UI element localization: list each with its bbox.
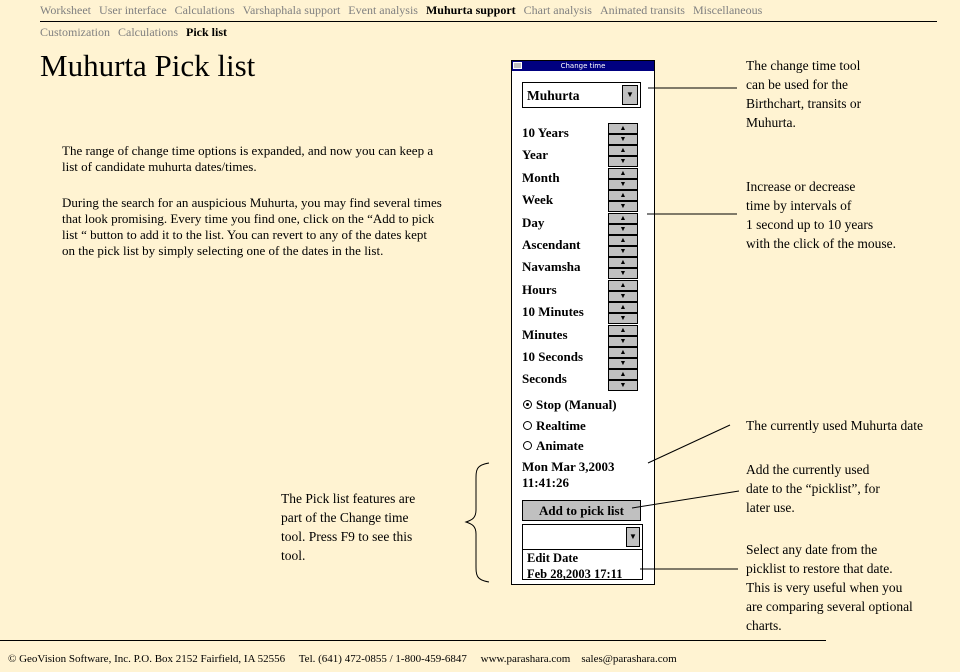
decrease-button[interactable]: ▼ — [608, 246, 638, 257]
increase-button[interactable]: ▲ — [608, 168, 638, 179]
interval-label: Minutes — [522, 326, 568, 342]
interval-label: Hours — [522, 281, 557, 297]
radio-label: Realtime — [536, 417, 586, 433]
interval-label: Month — [522, 169, 560, 185]
pick-list-item[interactable]: Edit Date — [527, 551, 579, 565]
interval-label: Seconds — [522, 371, 567, 387]
decrease-button[interactable]: ▼ — [608, 313, 638, 324]
interval-label: 10 Seconds — [522, 349, 584, 364]
note-pick-list-features: The Pick list features are part of the Change time tool. Press F9 to see this tool. — [281, 491, 416, 563]
increase-button[interactable]: ▲ — [608, 213, 638, 224]
pick-list-item[interactable]: Feb 28,2003 17:11 — [527, 567, 623, 581]
interval-label: 10 Minutes — [522, 304, 584, 320]
intro-paragraph-2: During the search for an auspicious Muhurta, you may find several times that look promising. Every time you find one, click on the “Add to pick list “ button to add it to the list. You can revert to any of the dates kept on the pick list by simply selecting one of the dates in the list. — [62, 195, 442, 258]
increase-button[interactable]: ▲ — [608, 369, 638, 380]
nav-link[interactable]: Worksheet — [40, 3, 92, 17]
increase-button[interactable]: ▲ — [608, 123, 638, 134]
note-add-to-picklist: Add the currently used date to the “picklist”, for later use. — [746, 462, 880, 515]
intro-paragraph-1: The range of change time options is expanded, and now you can keep a list of candidate muhurta dates/times. — [62, 143, 434, 174]
decrease-button[interactable]: ▼ — [608, 134, 638, 145]
nav-link[interactable]: Muhurta support — [425, 3, 516, 17]
page-title: Muhurta Pick list — [40, 48, 256, 83]
interval-label: Ascendant — [522, 237, 581, 252]
decrease-button[interactable]: ▼ — [608, 156, 638, 167]
interval-label: Year — [522, 147, 548, 163]
decrease-button[interactable]: ▼ — [608, 224, 638, 235]
decrease-button[interactable]: ▼ — [608, 358, 638, 369]
footer — [8, 653, 677, 665]
mode-select-value: Muhurta — [527, 88, 580, 103]
nav-link[interactable]: Calculations — [118, 25, 178, 39]
footer-email-link[interactable]: sales@parashara.com — [581, 653, 677, 665]
window-title: Change time — [512, 61, 654, 71]
note-change-time-tool: The change time tool can be used for the Birthchart, transits or Muhurta. — [746, 58, 862, 130]
interval-label: Day — [522, 214, 545, 230]
callout-line-date — [648, 425, 730, 463]
current-date: Mon Mar 3,2003 — [522, 459, 615, 474]
current-time: 11:41:26 — [522, 475, 569, 490]
increase-button[interactable]: ▲ — [608, 257, 638, 268]
footer-company: © GeoVision Software, Inc. P.O. Box 2152 Fairfield, IA 52556 — [8, 653, 286, 665]
add-to-pick-list-button[interactable]: Add to pick list — [522, 500, 641, 521]
decrease-button[interactable]: ▼ — [608, 268, 638, 279]
decrease-button[interactable]: ▼ — [608, 336, 638, 347]
nav-link[interactable]: Varshaphala support — [242, 3, 341, 17]
increase-button[interactable]: ▲ — [608, 280, 638, 291]
increase-button[interactable]: ▲ — [608, 302, 638, 313]
nav-link[interactable]: Pick list — [186, 25, 227, 39]
interval-label: 10 Years — [522, 125, 569, 140]
increase-button[interactable]: ▲ — [608, 347, 638, 358]
radio-label: Stop (Manual) — [536, 397, 617, 412]
radio-label: Animate — [536, 438, 584, 453]
nav-link[interactable]: Animated transits — [599, 3, 685, 17]
increase-button[interactable]: ▲ — [608, 325, 638, 336]
note-select-date: Select any date from the picklist to restore that date. This is very useful when you are comparing several optional charts. — [746, 542, 913, 633]
increase-button[interactable]: ▲ — [608, 190, 638, 201]
nav-link[interactable]: Chart analysis — [523, 3, 592, 17]
nav-link[interactable]: Calculations — [174, 3, 235, 17]
chevron-down-icon[interactable]: ▼ — [626, 527, 640, 547]
increase-button[interactable]: ▲ — [608, 235, 638, 246]
brace — [466, 463, 489, 582]
footer-phone: Tel. (641) 472-0855 / 1-800-459-6847 — [298, 653, 467, 665]
nav-link[interactable]: Customization — [40, 25, 110, 39]
interval-label: Week — [522, 192, 554, 208]
decrease-button[interactable]: ▼ — [608, 179, 638, 190]
note-current-date: The currently used Muhurta date — [746, 418, 923, 433]
nav-link[interactable]: Event analysis — [348, 3, 418, 17]
callout-line-add — [632, 491, 739, 508]
chevron-down-icon[interactable]: ▼ — [622, 85, 638, 105]
decrease-button[interactable]: ▼ — [608, 291, 638, 302]
nav-link[interactable]: Miscellaneous — [692, 3, 763, 17]
nav-link[interactable]: User interface — [99, 3, 167, 17]
decrease-button[interactable]: ▼ — [608, 380, 638, 391]
interval-label: Navamsha — [522, 259, 581, 275]
footer-web-link[interactable]: www.parashara.com — [480, 653, 571, 665]
decrease-button[interactable]: ▼ — [608, 201, 638, 212]
note-increase-decrease: Increase or decrease time by intervals of 1 second up to 10 years with the click of the mouse. — [746, 179, 896, 251]
footer-divider — [0, 640, 826, 641]
increase-button[interactable]: ▲ — [608, 145, 638, 156]
